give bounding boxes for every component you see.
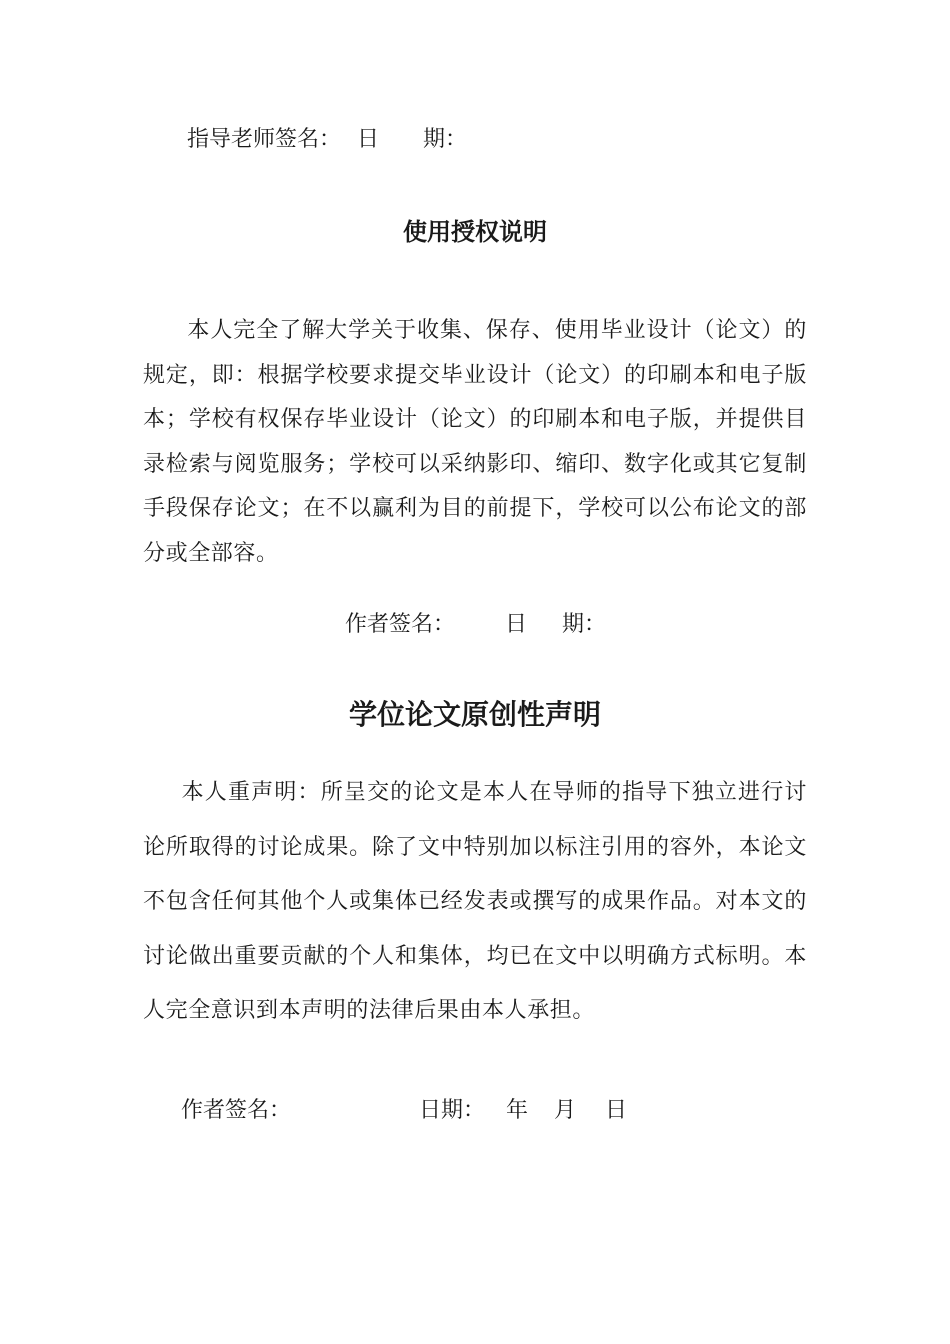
originality-paragraph <box>143 766 807 1039</box>
originality-title: 学位论文原创性声明 <box>348 698 601 731</box>
authorization-date-label-period: 期： <box>562 612 607 637</box>
authorization-paragraph <box>143 309 807 576</box>
originality-date-label: 日期： <box>419 1098 486 1123</box>
authorization-paragraph-text: 本人完全了解大学关于收集、保存、使用毕业设计（论文）的规定，即：根据学校要求提交毕业设计（论文）的印刷本和电子版本；学校有权保存毕业设计（论文）的印刷本和电子版，并提供目录检索与阅览服务；学校可以采纳影印、缩印、数字化或其它复制手段保存论文；在不以赢利为目的前提下，学校可以公布论文的部分或全部容。 <box>143 318 807 566</box>
authorization-author-label: 作者签名： <box>345 612 456 637</box>
authorization-date-label-day: 日 <box>505 612 528 637</box>
originality-paragraph-text: 本人重声明：所呈交的论文是本人在导师的指导下独立进行讨论所取得的讨论成果。除了文中特别加以标注引用的容外，本论文不包含任何其他个人或集体已经发表或撰写的成果作品。对本文的讨论做出重要贡献的个人和集体，均已在文中以明确方式标明。本人完全意识到本声明的法律后果由本人承担。 <box>143 780 807 1023</box>
authorization-title: 使用授权说明 <box>403 218 547 246</box>
advisor-signature-label: 指导老师签名： <box>187 127 342 152</box>
originality-author-label: 作者签名： <box>181 1098 292 1123</box>
originality-day-label: 日 <box>605 1098 628 1123</box>
originality-month-label: 月 <box>554 1098 577 1123</box>
originality-year-label: 年 <box>506 1098 529 1123</box>
advisor-date-label-period: 期： <box>423 127 468 152</box>
advisor-date-label-day: 日 <box>357 127 380 152</box>
